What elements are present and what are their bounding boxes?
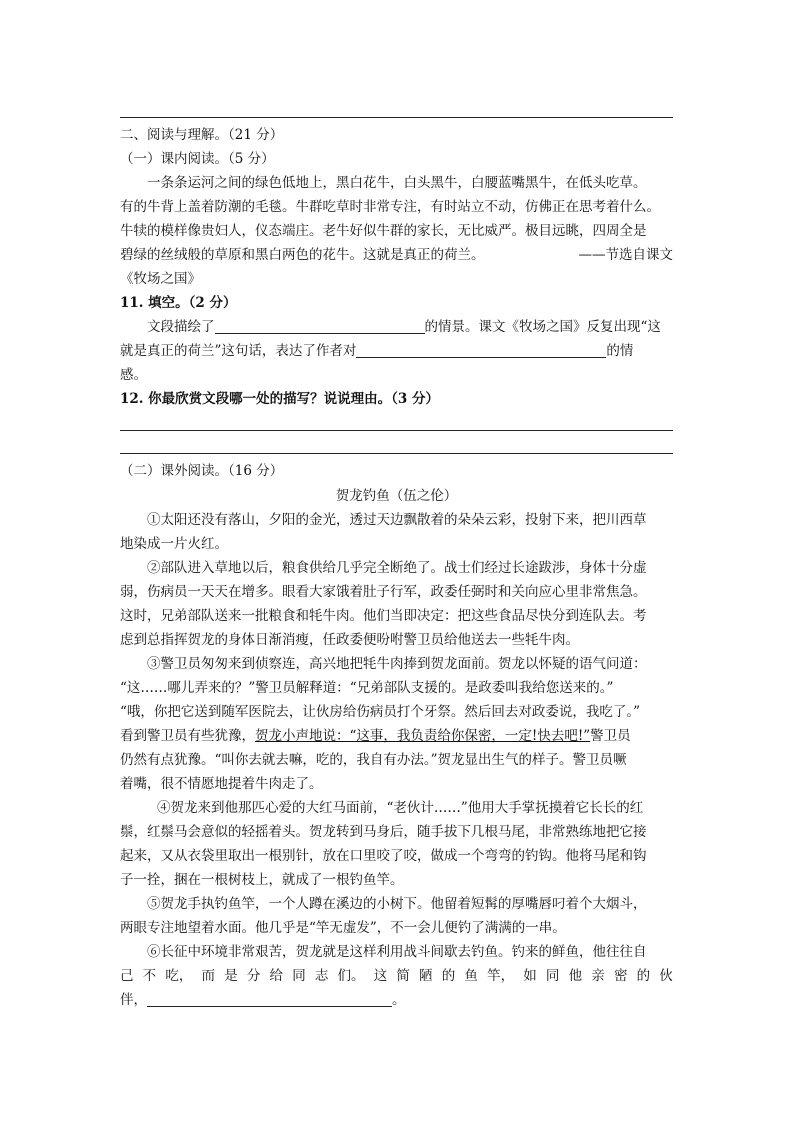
story-line: ④贺龙来到他那匹心爱的大红马面前，“老伙计……”他用大手掌抚摸着它长长的红 xyxy=(157,800,644,816)
story-line: 弱，伤病员一天天在增多。眼看大家饿着肚子行军，政委任弼时和关向应心里非常焦急。 xyxy=(120,584,647,600)
q11-text: 的情 xyxy=(606,343,634,359)
story-line xyxy=(120,727,673,745)
q11-blank-emotion[interactable] xyxy=(356,343,606,358)
top-divider xyxy=(120,117,673,118)
story-line xyxy=(120,991,673,1009)
story-char: 同 xyxy=(545,968,560,984)
story-line: 鬃，红鬃马会意似的轻摇着头。贺龙转到马身后，随手拔下几根马尾，非常熟练地把它接 xyxy=(120,824,647,840)
story-char: 们。 xyxy=(337,968,365,984)
passage-text: 碧绿的丝绒般的草原和黑白两色的花牛。这就是真正的荷兰。 xyxy=(120,247,485,263)
story-char: 己 xyxy=(120,968,134,984)
story-line: ①太阳还没有落山，夕阳的金光，透过天边飘散着的朵朵云彩，投射下来，把川西草 xyxy=(147,512,647,528)
section-heading: 二、阅读与理解。（21 分） xyxy=(120,127,284,143)
story-char: 鱼 xyxy=(464,968,478,984)
story-text: 伴， xyxy=(120,992,147,1008)
passage-line: 一条条运河之间的绿色低地上，黑白花牛，白头黑牛，白腰蓝嘴黑牛，在低头吃草。 xyxy=(147,175,647,191)
question-11-line xyxy=(120,342,673,360)
question-12-title: 12. 你最欣赏文段哪一处的描写？说说理由。（3 分） xyxy=(120,391,440,407)
question-11-line: 感。 xyxy=(120,367,147,383)
story-text: 。 xyxy=(392,992,406,1008)
story-char: 他 xyxy=(568,968,583,984)
story-char: 而 xyxy=(201,968,216,984)
story-title: 贺龙钓鱼（伍之伦） xyxy=(335,488,458,504)
question-11-title: 11. 填空。（2 分） xyxy=(120,295,237,311)
answer-line[interactable] xyxy=(120,453,673,454)
passage-source: ——节选自课文 xyxy=(578,247,673,263)
underlined-sentence: 贺龙小声地说：“这事，我负责给你保密，一定!快去吧!” xyxy=(255,728,591,744)
story-line: 这时，兄弟部队送来一批粮食和牦牛肉。他们当即决定：把这些食品尽快分到连队去。考 xyxy=(120,608,647,624)
passage-line xyxy=(120,246,673,264)
story-line: 仍然有点犹豫。“叫你去就去嘛，吃的，我自有办法。”贺龙显出生气的样子。警卫员噘 xyxy=(120,752,627,768)
story-line: 起来，又从衣袋里取出一根别针，放在口里咬了咬，做成一个弯弯的钓钩。他将马尾和钩 xyxy=(120,848,647,864)
story-line-justified xyxy=(120,967,673,985)
q11-text: 的情景。课文《牧场之国》反复出现“这 xyxy=(424,319,661,335)
story-line: “这……哪儿弄来的？”警卫员解释道：“兄弟部队支援的。是政委叫我给您送来的。” xyxy=(120,680,614,696)
story-char: 陋 xyxy=(419,968,433,984)
story-char: 密 xyxy=(613,968,628,984)
story-line: 两眼专注地望着水面。他几乎是“竿无虚发”，不一会儿便钓了满满的一串。 xyxy=(120,920,566,936)
story-line: 着嘴，很不情愿地提着牛肉走了。 xyxy=(120,776,323,792)
story-line: “哦，你把它送到随军医院去，让伙房给伤病员打个牙祭。然后回去对政委说，我吃了。” xyxy=(120,704,641,720)
story-line: ⑤贺龙手执钓鱼竿，一个人蹲在溪边的小树下。他留着短髯的厚嘴唇叼着个大烟斗， xyxy=(147,896,647,912)
part2-heading: （二）课外阅读。（16 分） xyxy=(120,463,284,479)
answer-line[interactable] xyxy=(120,430,673,431)
story-char: 如 xyxy=(523,968,537,984)
story-line: ⑥长征中环境非常艰苦，贺龙就是这样利用战斗间歇去钓鱼。钓来的鲜鱼，他往往自 xyxy=(147,944,647,960)
story-line: ②部队进入草地以后，粮食供给几乎完全断绝了。战士们经过长途跋涉，身体十分虚 xyxy=(147,560,647,576)
story-char: 亲 xyxy=(591,968,605,984)
story-line: ③警卫员匆匆来到侦察连，高兴地把牦牛肉捧到贺龙面前。贺龙以怀疑的语气问道： xyxy=(147,656,647,672)
question-11-line xyxy=(147,318,673,336)
story-char: 的 xyxy=(636,968,651,984)
story-char: 给 xyxy=(269,968,284,984)
story-char: 竿， xyxy=(487,968,515,984)
story-char: 分 xyxy=(246,968,261,984)
story-char: 伙 xyxy=(659,968,673,984)
story-char: 这 xyxy=(373,968,388,984)
story-line: 地染成一片火红。 xyxy=(120,536,228,552)
story-line: 子一拴，捆在一根树枝上，就成了一根钓鱼竿。 xyxy=(120,872,404,888)
q-blank-fill[interactable] xyxy=(147,992,392,1007)
q11-text: 文段描绘了 xyxy=(147,319,215,335)
passage-line: 牛犊的模样像贵妇人，仪态端庄。老牛好似牛群的家长，无比威严。极目远眺，四周全是 xyxy=(120,223,647,239)
story-char: 是 xyxy=(224,968,238,984)
story-text: 警卫员 xyxy=(590,728,631,744)
story-char: 不 xyxy=(142,968,157,984)
story-char: 同 xyxy=(292,968,306,984)
story-char: 志 xyxy=(314,968,329,984)
story-char: 吃， xyxy=(165,968,193,984)
passage-line: 有的牛背上盖着防潮的毛毯。牛群吃草时非常专注，有时站立不动，仿佛正在思考着什么。 xyxy=(120,199,660,215)
passage-source-title: 《牧场之国》 xyxy=(120,271,201,287)
part1-heading: （一）课内阅读。（5 分） xyxy=(120,151,275,167)
story-char: 简 xyxy=(396,968,410,984)
story-char: 的 xyxy=(441,968,456,984)
story-text: 看到警卫员有些犹豫， xyxy=(120,728,255,744)
q11-text: 就是真正的荷兰”这句话，表达了作者对 xyxy=(120,343,357,359)
story-line: 虑到总指挥贺龙的身体日渐消瘦，任政委便吩咐警卫员给他送去一些牦牛肉。 xyxy=(120,632,579,648)
q11-blank-scene[interactable] xyxy=(215,319,425,334)
